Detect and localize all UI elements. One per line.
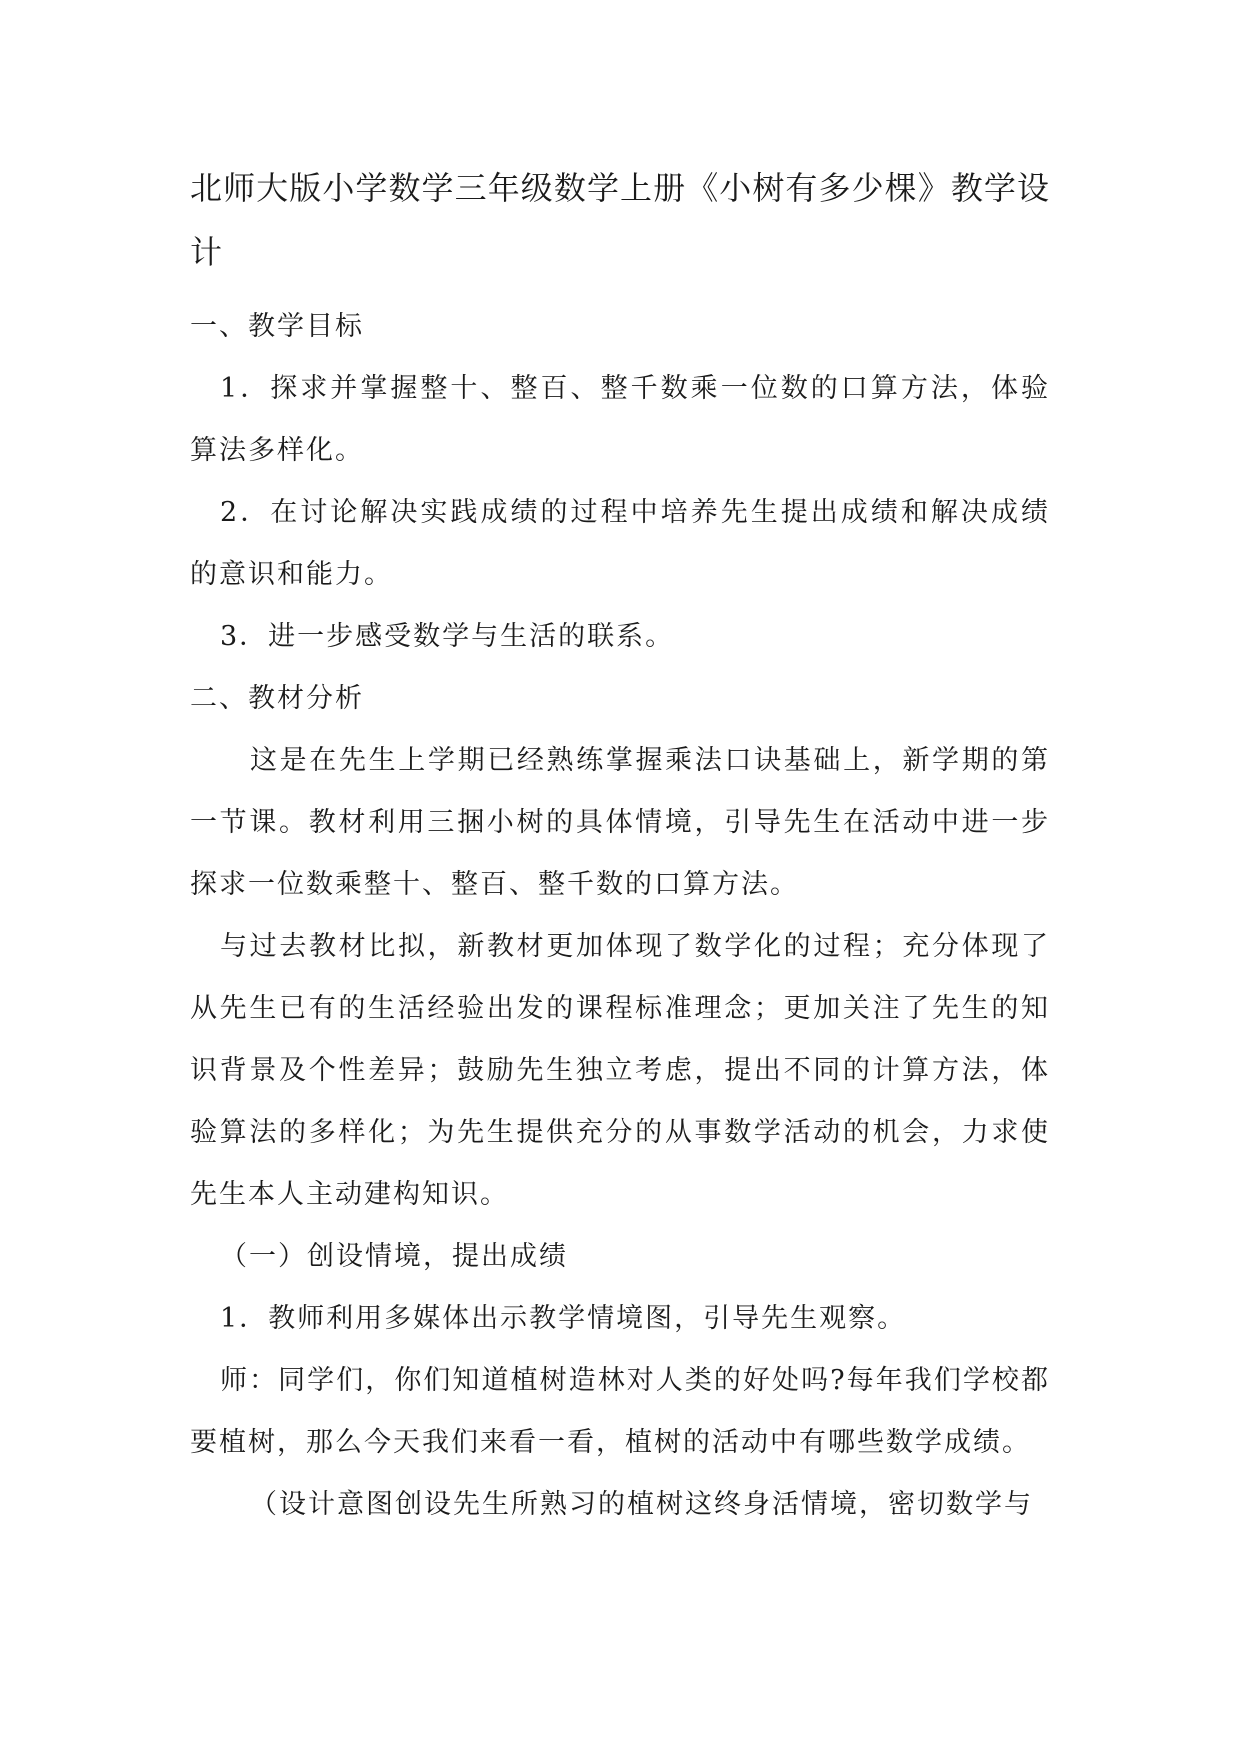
objective-item-2: 2．在讨论解决实践成绩的过程中培养先生提出成绩和解决成绩的意识和能力。 — [190, 497, 1050, 590]
document-body — [190, 156, 1050, 1536]
body-paragraph: 这是在先生上学期已经熟练掌握乘法口诀基础上，新学期的第一节课。教材利用三捆小树的具体情境，引导先生在活动中进一步探求一位数乘整十、整百、整千数的口算方法。 — [190, 745, 1050, 900]
body-paragraph: 与过去教材比拟，新教材更加体现了数学化的过程；充分体现了从先生已有的生活经验出发的课程标准理念；更加关注了先生的知识背景及个性差异；鼓励先生独立考虑，提出不同的计算方法，体验算法的多样化；为先生提供充分的从事数学活动的机会，力求使先生本人主动建构知识。 — [190, 931, 1050, 1210]
objective-item-3: 3．进一步感受数学与生活的联系。 — [220, 621, 675, 652]
objective-item-1: 1．探求并掌握整十、整百、整千数乘一位数的口算方法，体验算法多样化。 — [190, 373, 1050, 466]
subsection-heading: （一）创设情境，提出成绩 — [220, 1241, 568, 1272]
section-heading-material-analysis: 二、教材分析 — [190, 683, 364, 714]
design-intent-note: （设计意图创设先生所熟习的植树这终身活情境，密切数学与 — [250, 1489, 1033, 1520]
section-heading-objectives: 一、教学目标 — [190, 311, 364, 342]
document-title: 北师大版小学数学三年级数学上册《小树有多少棵》教学设计 — [190, 169, 1050, 271]
teacher-dialogue: 师：同学们，你们知道植树造林对人类的好处吗?每年我们学校都要植树，那么今天我们来看一看，植树的活动中有哪些数学成绩。 — [190, 1365, 1050, 1458]
step-item-1: 1．教师利用多媒体出示教学情境图，引导先生观察。 — [220, 1303, 907, 1334]
